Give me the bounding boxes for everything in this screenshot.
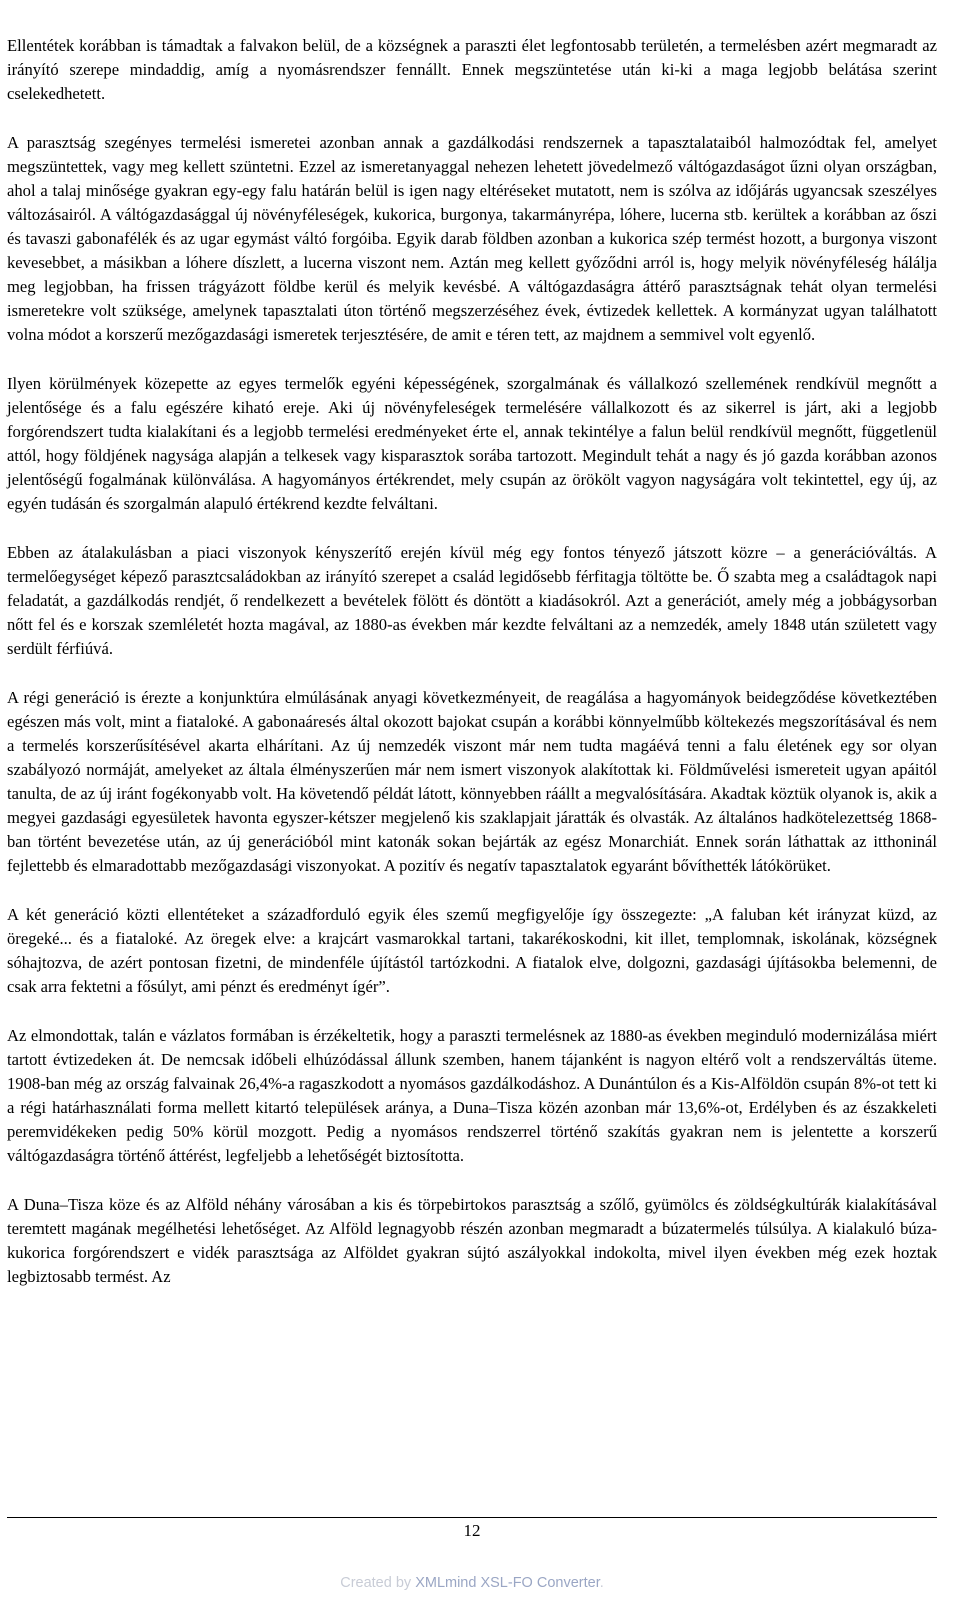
- document-body: [7, 34, 937, 1313]
- paragraph: Az elmondottak, talán e vázlatos formában is érzékeltetik, hogy a paraszti termelésnek az 1880-as években meginduló modernizálása miért tartott évtizedeken át. De nemcsak időbeli elhúzódással állunk szemben, hanem tájanként is nagyon eltérő volt a rendszerváltás üteme. 1908-ban még az ország falvainak 26,4%-a ragaszkodott a nyomásos gazdálkodáshoz. A Dunántúlon és a Kis-Alföldön csupán 8%-ot tett ki a régi határhasználati forma mellett kitartó települések aránya, a Duna–Tisza közén azonban már 13,6%-ot, Erdélyben és az északkeleti peremvidékeken pedig 50% körül mozgott. Pedig a nyomásos rendszerrel történő szakítás gyakran nem is jelentette a korszerű váltógazdaságra történő áttérést, legfeljebb a lehetőségét biztosította.: [7, 1025, 937, 1166]
- paragraph: Ellentétek korábban is támadtak a falvakon belül, de a községnek a paraszti élet legfontosabb területén, a termelésben azért megmaradt az irányító szerepe mindaddig, amíg a nyomásrendszer fennállt. Ennek megszüntetése után ki-ki a maga legjobb belátása szerint cselekedhetett.: [7, 36, 937, 104]
- paragraph: A Duna–Tisza köze és az Alföld néhány városában a kis és törpebirtokos parasztság a szőlő, gyümölcs és zöldségkultúrák kialakításával teremtett magának megélhetési lehetőséget. Az Alföld legnagyobb részén azonban megmaradt a búzatermelés túlsúlya. A kialakuló búza-kukorica forgórendszert e vidék parasztsága az Alföldet gyakran sújtó aszályokkal indokolta, mivel ilyen években még ezek hoztak legbiztosabb termést. Az: [7, 1194, 937, 1286]
- footer-divider: [7, 1517, 937, 1518]
- page-number: 12: [463, 1521, 481, 1540]
- paragraph: A két generáció közti ellentéteket a századforduló egyik éles szemű megfigyelője így összegezte: „A faluban két irányzat küzd, az öregeké... és a fiataloké. Az öregek elve: a krajcárt vasmarokkal tartani, takarékoskodni, kit illet, templomnak, iskolának, községnek sóhajtozva, de azért pontosan fizetni, de mindenféle újítástól tartózkodni. A fiatalok elve, dolgozni, gazdasági újításokba belemenni, de csak arra fektetni a fősúlyt, ami pénzt és eredményt ígér”.: [7, 904, 937, 997]
- credit-brand-link[interactable]: XMLmind XSL-FO Converter: [415, 1575, 600, 1591]
- paragraph: A régi generáció is érezte a konjunktúra elmúlásának anyagi következményeit, de reagálása a hagyományok beidegződése következtében egészen más volt, mint a fiataloké. A gabonaáresés által okozott bajokat csupán a korábbi könnyelműbb költekezés megszorításával és nem a termelés korszerűsítésével akarta elhárítani. Az új nemzedék viszont már nem tudta magáévá tenni a falu életének egy sor olyan szabályozó normáját, amelyeket az általa élményszerűen már nem ismert viszonyok alakítottak ki. Földművelési ismereteit ugyan apáitól tanulta, de az új iránt fogékonyabb volt. Ha követendő példát látott, könnyebben ráállt a megvalósítására. Akadtak köztük olyanok is, akik a megyei gazdasági egyesületek havonta egyszer-kétszer megjelenő kis szaklapjait járatták és olvasták. Az általános hadkötelezettség 1868-ban történt bevezetése után, az új generációból mint katonák sokan bejárták az egész Monarchiát. Ennek során láthattak az itthoninál fejlettebb és elmaradottabb mezőgazdasági viszonyokat. A pozitív és negatív tapasztalatok egyaránt bővíthették látókörüket.: [7, 687, 937, 876]
- paragraph: A parasztság szegényes termelési ismeretei azonban annak a gazdálkodási rendszernek a tapasztalataiból halmozódtak fel, amelyet megszüntettek, vagy meg kellett szüntetni. Ezzel az ismeretanyaggal nehezen lehetett jövedelmező váltógazdaságot űzni olyan országban, ahol a talaj minősége gyakran egy-egy falu határán belül is igen nagy eltéréseket mutatott, nem is szólva az időjárás ugyancsak szeszélyes változásairól. A váltógazdasággal új növényféleségek, kukorica, burgonya, takarmányrépa, lóhere, lucerna stb. kerültek a korábban az őszi és tavaszi gabonafélék és az ugar egymást váltó forgóiba. Egyik darab földben azonban a kukorica szép termést hozott, a burgonya viszont kevesebbet, a másikban a lóhere díszlett, a lucerna viszont nem. Aztán meg kellett győződni arról is, hogy melyik növényféleség hálálja meg legjobban, ha frissen trágyázott földbe kerül és melyik kevésbé. A váltógazdaságra áttérő parasztságnak tehát olyan termelési ismeretekre volt szüksége, amelynek tapasztalati úton történő megszerzéséhez évek, évtizedek kellettek. A kormányzat ugyan találhatott volna módot a korszerű mezőgazdasági ismeretek terjesztésére, de amit e téren tett, az majdnem a semmivel volt egyenlő.: [7, 132, 937, 345]
- paragraph: Ilyen körülmények közepette az egyes termelők egyéni képességének, szorgalmának és vállalkozó szellemének rendkívül megnőtt a jelentősége és a falu egészére kiható ereje. Aki új növényfeleségek termelésére vállalkozott és az sikerrel is járt, aki a legjobb forgórendszert tudta kialakítani és a legjobb termelési eredményeket érte el, annak tekintélye a falun belül rendkívül megnőtt, függetlenül attól, hogy földjének nagysága alapján a telkesek vagy kisparasztok sorába tartozott. Megindult tehát a nagy és jó gazda korábban azonos jelentőségű fogalmának különválása. A hagyományos értékrendet, mely csupán az örökölt vagyon nagyságára volt tekintettel, egy új, az egyén tudásán és szorgalmán alapuló értékrend kezdte felváltani.: [7, 373, 937, 514]
- credit-prefix: Created by: [340, 1575, 416, 1591]
- footer-credit: [0, 1575, 944, 1591]
- paragraph: Ebben az átalakulásban a piaci viszonyok kényszerítő erején kívül még egy fontos tényező játszott közre – a generációváltás. A termelőegységet képező parasztcsaládokban az irányító szerepet a család legidősebb férfitagja töltötte be. Ő szabta meg a családtagok napi feladatát, a gazdálkodás rendjét, ő rendelkezett a bevételek fölött és döntött a kiadásokról. Azt a generációt, amely még a jobbágysorban nőtt fel és e korszak szemléletét hozta magával, az 1880-as években már kezdte felváltani az a nemzedék, amely 1848 után született vagy serdült férfiúvá.: [7, 542, 937, 659]
- credit-suffix: .: [599, 1575, 604, 1591]
